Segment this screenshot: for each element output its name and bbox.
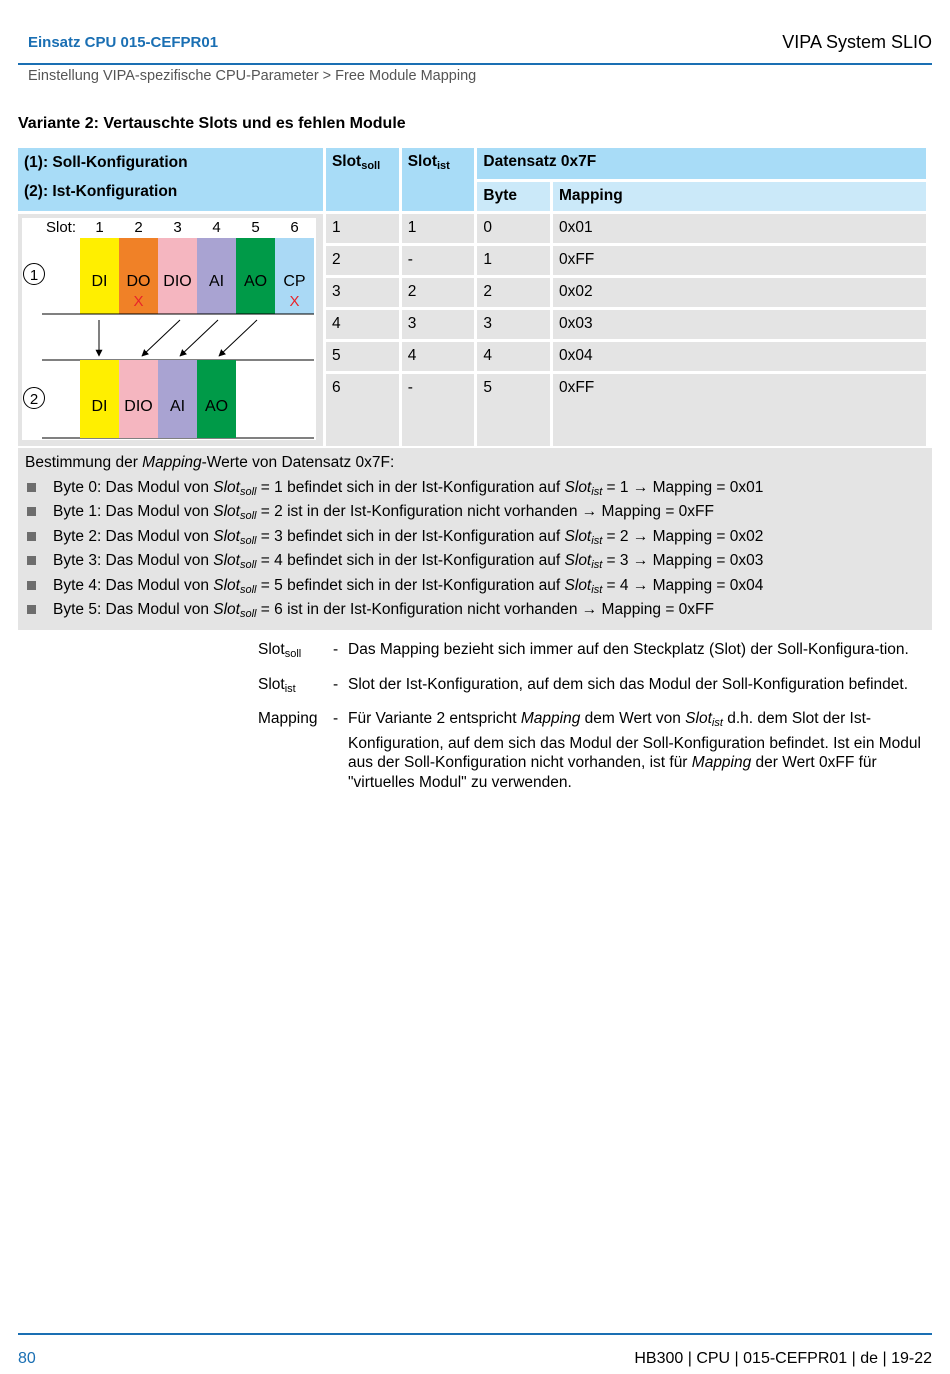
mapping-cell: 0x04: [553, 342, 926, 371]
slot-ist-cell: -: [402, 374, 475, 446]
slot-number: 2: [134, 219, 143, 236]
ist-module-label: DIO: [124, 398, 153, 415]
slot-number: 5: [251, 219, 260, 236]
explanation-item: Byte 4: Das Modul von Slot$_{soll}$ = 5 befindet sich in der Ist-Konfiguration auf Slot$_{ist}$ = 4 → Mapping = 0x04: [25, 576, 925, 600]
square-bullet-icon: [27, 556, 36, 565]
slot-soll-cell: 6: [326, 374, 399, 446]
explanation-item: Byte 5: Das Modul von Slot$_{soll}$ = 6 ist in der Ist-Konfiguration nicht vorhanden → Mapping = 0xFF: [25, 600, 925, 624]
explanation-item: Byte 1: Das Modul von Slot$_{soll}$ = 2 ist in der Ist-Konfiguration nicht vorhanden → Mapping = 0xFF: [25, 502, 925, 526]
slot-ist-cell: -: [402, 246, 475, 275]
mapping-cell: 0x03: [553, 310, 926, 339]
product-name: VIPA System SLIO: [782, 32, 932, 52]
definition-dash: -: [333, 675, 339, 693]
mapping-cell: 0xFF: [553, 374, 926, 446]
config2-label: (2): Ist-Konfiguration: [24, 183, 178, 200]
slot-number: 1: [95, 219, 104, 236]
slot-number: 3: [173, 219, 182, 236]
definition-slot-ist: [258, 675, 934, 700]
arrow-right-icon: →: [632, 479, 649, 496]
footer-divider: [18, 1333, 932, 1335]
definition-dash: -: [333, 641, 339, 658]
soll-module-label: AO: [243, 273, 268, 290]
section-title: Variante 2: Vertauschte Slots und es fehlen Module: [18, 115, 406, 132]
soll-module-label: DO: [126, 273, 151, 290]
explanation-item: Byte 0: Das Modul von Slot$_{soll}$ = 1 befindet sich in der Ist-Konfiguration auf Slot$_{ist}$ = 1 → Mapping = 0x01: [25, 478, 925, 502]
arrow-right-icon: →: [581, 600, 598, 618]
slot-ist-cell: 2: [402, 278, 475, 307]
slot-ist-cell: 3: [402, 310, 475, 339]
definition-text: Slot der Ist-Konfiguration, auf dem sich das Modul der Soll-Konfiguration befindet.: [348, 675, 909, 693]
definition-text: Das Mapping bezieht sich immer auf den Steckplatz (Slot) der Soll-Konfigura-tion.: [348, 641, 909, 658]
definition-term: Slot$_{soll}$: [258, 641, 302, 660]
arrow-right-icon: →: [581, 503, 598, 521]
definition-term: Mapping: [258, 710, 318, 727]
arrow-icon: [142, 320, 180, 356]
config-header: [18, 148, 323, 211]
byte-cell: 0: [477, 214, 550, 243]
soll-module-label: DIO: [163, 273, 192, 290]
slot-soll-cell: 5: [326, 342, 399, 371]
byte-cell: 5: [477, 374, 550, 446]
slot-ist-cell: 4: [402, 342, 475, 371]
soll-module-label: AI: [208, 273, 225, 290]
mapping-cell: 0x02: [553, 278, 926, 307]
definition-text: Für Variante 2 entspricht Mapping dem Wert von Slot$_{ist}$ d.h. dem Slot der Ist-Konfiguration, auf dem sich das Modul der Soll-Konfiguration befindet. Ist ein Modul aus der Soll-Konfiguration nicht vorhanden, ist für Mapping der Wert 0xFF für "virtuelles Modul" zu verwenden.: [348, 710, 921, 791]
datensatz-header: Datensatz 0x7F: [477, 148, 926, 179]
slot-soll-header: Slot$_{soll}$: [326, 148, 399, 211]
config1-label: (1): Soll-Konfiguration: [24, 154, 188, 171]
slot-diagram: [22, 218, 316, 440]
ist-module-label: DI: [91, 398, 108, 415]
definitions: [258, 640, 934, 802]
square-bullet-icon: [27, 532, 36, 541]
slot-label: Slot:: [46, 219, 77, 236]
mapping-cell: 0x01: [553, 214, 926, 243]
explanation-intro: Bestimmung der Mapping-Werte von Datensatz 0x7F:: [25, 454, 395, 471]
arrow-icon: [180, 320, 218, 356]
byte-header: Byte: [477, 182, 550, 212]
slot-soll-cell: 2: [326, 246, 399, 275]
slot-number: 4: [212, 219, 221, 236]
slot-ist-header: Slot$_{ist}$: [402, 148, 475, 211]
marker-1-label: 1: [29, 267, 39, 284]
arrow-right-icon: →: [632, 527, 649, 545]
definition-slot-soll: [258, 640, 934, 665]
arrow-icon: [219, 320, 257, 356]
definition-mapping: [258, 709, 934, 792]
header-divider: [18, 63, 932, 65]
slot-soll-cell: 4: [326, 310, 399, 339]
square-bullet-icon: [27, 605, 36, 614]
byte-cell: 2: [477, 278, 550, 307]
soll-module-label: DI: [91, 273, 108, 290]
definition-dash: -: [333, 710, 339, 727]
slot-number: 6: [290, 219, 299, 236]
ist-module-label: AI: [169, 398, 186, 415]
page-number: 80: [18, 1350, 36, 1367]
missing-x-icon: X: [289, 293, 300, 310]
arrow-right-icon: →: [632, 576, 649, 594]
document-reference: HB300 | CPU | 015-CEFPR01 | de | 19-22: [634, 1350, 932, 1367]
mapping-header: Mapping: [553, 182, 926, 212]
mapping-cell: 0xFF: [553, 246, 926, 275]
mapping-explanation: [18, 448, 932, 630]
definition-term: Slot$_{ist}$: [258, 675, 296, 695]
arrow-right-icon: →: [632, 552, 649, 570]
explanation-item: Byte 2: Das Modul von Slot$_{soll}$ = 3 befindet sich in der Ist-Konfiguration auf Slot$_{ist}$ = 2 → Mapping = 0x02: [25, 527, 925, 551]
byte-cell: 4: [477, 342, 550, 371]
breadcrumb: Einstellung VIPA-spezifische CPU-Parameter > Free Module Mapping: [28, 68, 477, 84]
soll-module-label: CP: [283, 273, 306, 290]
diagram-cell: [18, 214, 323, 446]
chapter-title: Einsatz CPU 015-CEFPR01: [28, 34, 219, 51]
square-bullet-icon: [27, 483, 36, 492]
explanation-list: [25, 478, 925, 624]
ist-module-label: AO: [204, 398, 229, 415]
byte-cell: 3: [477, 310, 550, 339]
explanation-item: Byte 3: Das Modul von Slot$_{soll}$ = 4 befindet sich in der Ist-Konfiguration auf Slot$_{ist}$ = 3 → Mapping = 0x03: [25, 551, 925, 575]
square-bullet-icon: [27, 581, 36, 590]
slot-soll-cell: 3: [326, 278, 399, 307]
slot-ist-cell: 1: [402, 214, 475, 243]
byte-cell: 1: [477, 246, 550, 275]
marker-2-label: 2: [29, 391, 39, 408]
mapping-table: [15, 145, 929, 449]
missing-x-icon: X: [133, 293, 144, 310]
slot-soll-cell: 1: [326, 214, 399, 243]
square-bullet-icon: [27, 507, 36, 516]
slot-diagram-svg: [22, 218, 316, 440]
